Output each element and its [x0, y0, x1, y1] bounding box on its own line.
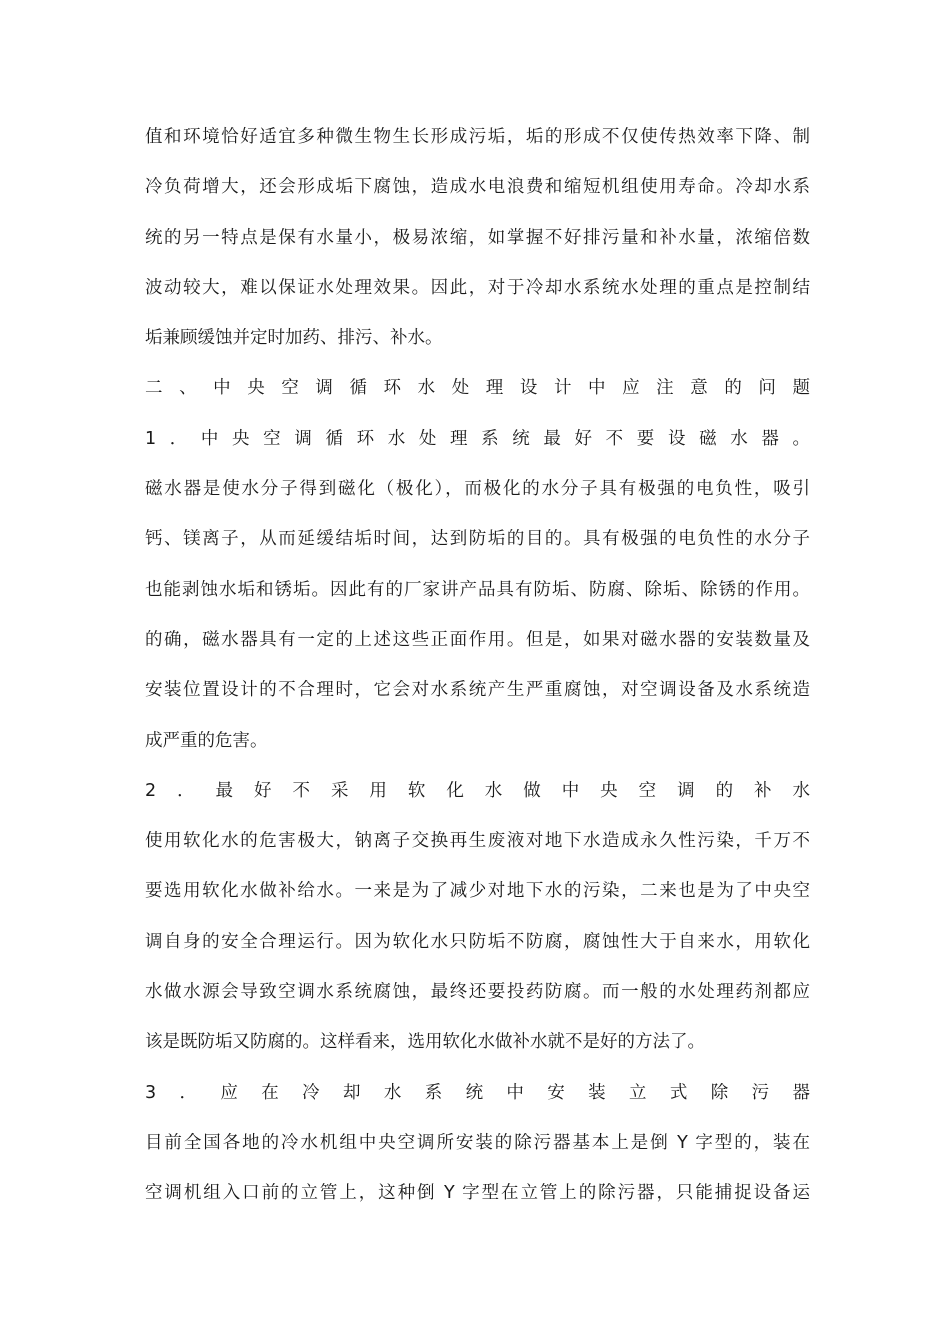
text-line: 统的另一特点是保有水量小，极易浓缩，如掌握不好排污量和补水量，浓缩倍数: [145, 227, 810, 248]
text-line: 空调机组入口前的立管上，这种倒 Y 字型在立管上的除污器，只能捕捉设备运: [145, 1183, 810, 1204]
paragraph-softened-water: [145, 816, 810, 1067]
heading-text: 2．最好不采用软化水做中央空调的补水: [145, 780, 810, 801]
subsection-heading-2: [145, 766, 810, 816]
text-line: 目前全国各地的冷水机组中央空调所安装的除污器基本上是倒 Y 字型的，装在: [145, 1132, 810, 1153]
text-line: 波动较大，难以保证水处理效果。因此，对于冷却水系统水处理的重点是控制结: [145, 277, 810, 298]
paragraph-cooling-water-intro: [145, 112, 810, 363]
section-heading: [145, 363, 810, 413]
paragraph-magnetic-water: [145, 464, 810, 766]
heading-text: 二、中央空调循环水处理设计中应注意的问题: [145, 378, 810, 399]
text-line: 冷负荷增大，还会形成垢下腐蚀，造成水电浪费和缩短机组使用寿命。冷却水系: [145, 177, 810, 198]
subsection-heading-1: [145, 414, 810, 464]
text-line: 要选用软化水做补给水。一来是为了减少对地下水的污染，二来也是为了中央空: [145, 881, 810, 902]
heading-text: 3．应在冷却水系统中安装立式除污器: [145, 1082, 810, 1103]
heading-text: 1．中央空调循环水处理系统最好不要设磁水器。: [145, 428, 810, 449]
text-line: 安装位置设计的不合理时，它会对水系统产生严重腐蚀，对空调设备及水系统造: [145, 680, 810, 701]
text-line: 水做水源会导致空调水系统腐蚀，最终还要投药防腐。而一般的水处理药剂都应: [145, 982, 810, 1003]
paragraph-dirt-separator: [145, 1118, 810, 1219]
text-line: 垢兼顾缓蚀并定时加药、排污、补水。: [145, 328, 443, 349]
subsection-heading-3: [145, 1068, 810, 1118]
text-line: 也能剥蚀水垢和锈垢。因此有的厂家讲产品具有防垢、防腐、除垢、除锈的作用。: [145, 579, 810, 600]
text-line: 钙、镁离子，从而延缓结垢时间，达到防垢的目的。具有极强的电负性的水分子: [145, 529, 810, 550]
text-line: 使用软化水的危害极大，钠离子交换再生废液对地下水造成永久性污染，千万不: [145, 831, 810, 852]
text-line: 调自身的安全合理运行。因为软化水只防垢不防腐，腐蚀性大于自来水，用软化: [145, 931, 810, 952]
text-line: 磁水器是使水分子得到磁化（极化），而极化的水分子具有极强的电负性，吸引: [145, 479, 810, 500]
text-line: 成严重的危害。: [145, 730, 268, 751]
document-page: [145, 112, 810, 1219]
text-line: 该是既防垢又防腐的。这样看来，选用软化水做补水就不是好的方法了。: [145, 1032, 705, 1053]
text-line: 值和环境恰好适宜多种微生物生长形成污垢，垢的形成不仅使传热效率下降、制: [145, 127, 810, 147]
text-line: 的确，磁水器具有一定的上述这些正面作用。但是，如果对磁水器的安装数量及: [145, 629, 810, 650]
